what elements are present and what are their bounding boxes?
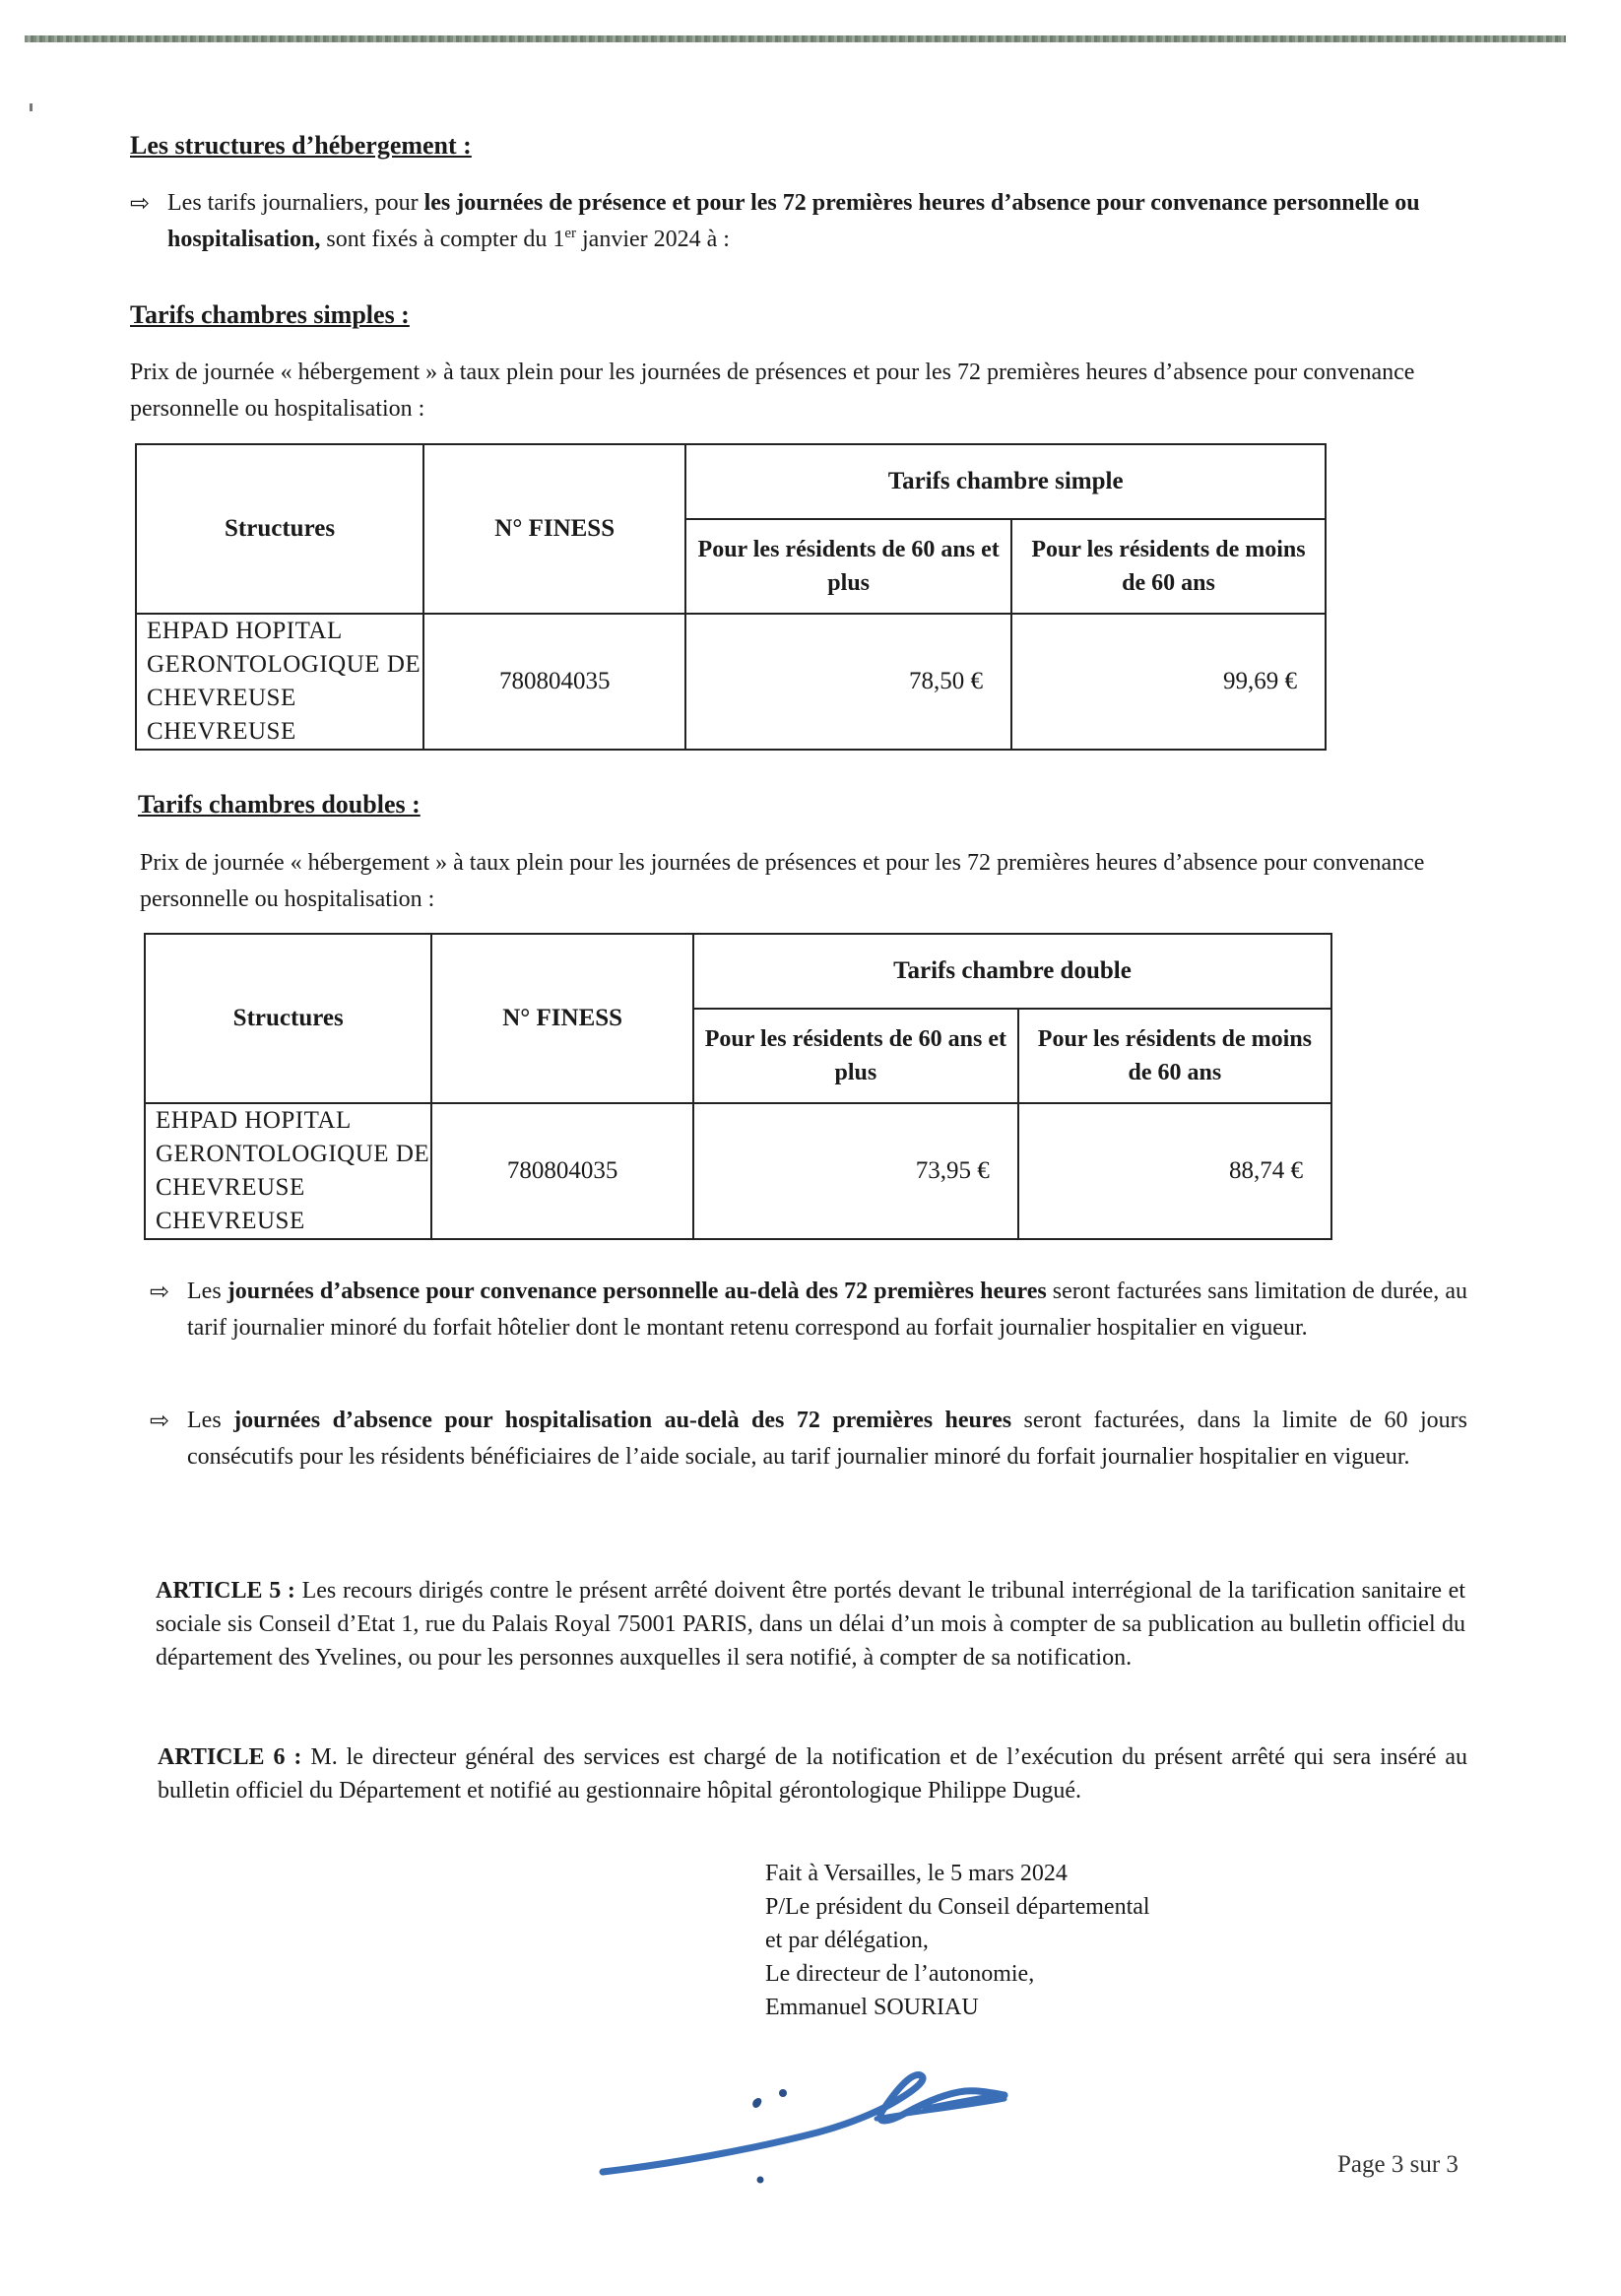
scan-top-border <box>25 35 1566 42</box>
simple-col-finess: N° FINESS <box>423 444 685 614</box>
handwritten-signature <box>581 2054 1034 2201</box>
signature-line: P/Le président du Conseil départemental <box>765 1894 1150 1920</box>
intro-text-3: janvier 2024 à : <box>576 227 730 252</box>
double-row-finess: 780804035 <box>431 1103 693 1239</box>
arrow-right-icon: ⇨ <box>150 1407 170 1434</box>
intro-bullet <box>130 185 1467 258</box>
section-heading: Les structures d’hébergement : <box>130 131 472 160</box>
simple-col-moins-60: Pour les résidents de moins de 60 ans <box>1011 519 1326 614</box>
absence-convenance-bold: journées d’absence pour convenance personnelle au-delà des 72 premières heures <box>227 1279 1047 1304</box>
simple-row-finess: 780804035 <box>423 614 685 750</box>
structure-line: GERONTOLOGIQUE DE <box>147 651 421 678</box>
simple-col-60-plus: Pour les résidents de 60 ans et plus <box>685 519 1011 614</box>
simple-col-structures: Structures <box>136 444 423 614</box>
absence-hospitalisation-text-1: Les <box>187 1408 234 1433</box>
intro-text-bold: les journées de présence et pour les 72 premières heures d’absence pour convenance personnelle ou hospitalisation, <box>167 190 1420 252</box>
page-number: Page 3 sur 3 <box>1337 2151 1459 2178</box>
signature-line: et par délégation, <box>765 1928 929 1953</box>
article-5-text: Les recours dirigés contre le présent arrêté doivent être portés devant le tribunal interrégional de la tarification sanitaire et sociale sis Conseil d’Etat 1, rue du Palais Royal 75001 PARIS, dans un délai d’un mois à compter de sa publication au bulletin officiel du département des Yvelines, ou pour les personnes auxquelles il sera notifié, à compter de sa notification. <box>156 1578 1465 1671</box>
absence-hospitalisation-bullet <box>150 1403 1468 1476</box>
structure-line: CHEVREUSE <box>156 1174 305 1201</box>
article-6-text: M. le directeur général des services est chargé de la notification et de l’exécution du présent arrêté qui sera inséré au bulletin officiel du Département et notifié au gestionnaire hôpital gérontologique Philippe Dugué. <box>158 1744 1467 1804</box>
article-5-label: ARTICLE 5 : <box>156 1578 295 1604</box>
signature-block <box>765 1857 1150 2024</box>
arrow-right-icon: ⇨ <box>130 189 151 217</box>
structure-line: CHEVREUSE <box>156 1208 305 1234</box>
double-tarif-table <box>144 933 1332 1240</box>
intro-text-1: Les tarifs journaliers, pour <box>167 190 424 216</box>
signatory-name: Emmanuel SOURIAU <box>765 1995 979 2020</box>
double-col-finess: N° FINESS <box>431 934 693 1103</box>
article-6-label: ARTICLE 6 : <box>158 1744 302 1770</box>
double-col-60-plus: Pour les résidents de 60 ans et plus <box>693 1009 1018 1103</box>
simple-row-tarif-moins-60: 99,69 € <box>1011 614 1326 750</box>
double-col-moins-60: Pour les résidents de moins de 60 ans <box>1018 1009 1331 1103</box>
absence-hospitalisation-bold: journées d’absence pour hospitalisation au-delà des 72 premières heures <box>233 1408 1012 1433</box>
double-description: Prix de journée « hébergement » à taux plein pour les journées de présences et pour les 72 premières heures d’absence pour convenance personnelle ou hospitalisation : <box>140 850 1425 912</box>
article-5 <box>156 1574 1465 1674</box>
simple-description: Prix de journée « hébergement » à taux plein pour les journées de présences et pour les 72 premières heures d’absence pour convenance personnelle ou hospitalisation : <box>130 360 1415 422</box>
signature-place-date: Fait à Versailles, le 5 mars 2024 <box>765 1861 1068 1886</box>
simple-tarif-table <box>135 443 1327 751</box>
structure-line: GERONTOLOGIQUE DE <box>156 1141 430 1167</box>
structure-line: CHEVREUSE <box>147 718 296 745</box>
intro-text-2: sont fixés à compter du 1 <box>320 227 565 252</box>
article-6 <box>158 1740 1467 1807</box>
simple-heading: Tarifs chambres simples : <box>130 300 410 329</box>
double-col-structures: Structures <box>145 934 431 1103</box>
signature-line: Le directeur de l’autonomie, <box>765 1961 1035 1987</box>
structure-line: CHEVREUSE <box>147 685 296 711</box>
scan-speck <box>30 103 32 111</box>
intro-sup: er <box>564 226 576 241</box>
double-row-tarif-60-plus: 73,95 € <box>693 1103 1018 1239</box>
double-row-structure <box>145 1103 431 1239</box>
absence-convenance-bullet <box>150 1274 1468 1346</box>
structure-line: EHPAD HOPITAL <box>147 618 343 644</box>
absence-hospitalisation-text-2: seront facturées, dans la limite de 60 jours consécutifs pour les résidents bénéficiaires de l’aide sociale, au tarif journalier minoré du forfait journalier hospitalier en vigueur. <box>187 1408 1468 1470</box>
simple-row-structure <box>136 614 423 750</box>
arrow-right-icon: ⇨ <box>150 1278 170 1305</box>
absence-convenance-text-1: Les <box>187 1279 227 1304</box>
simple-row-tarif-60-plus: 78,50 € <box>685 614 1011 750</box>
simple-col-group: Tarifs chambre simple <box>685 444 1326 519</box>
double-col-group: Tarifs chambre double <box>693 934 1331 1009</box>
absence-convenance-text-2: seront facturées sans limitation de durée, au tarif journalier minoré du forfait hôtelier dont le montant retenu correspond au forfait journalier hospitalier en vigueur. <box>187 1279 1468 1341</box>
structure-line: EHPAD HOPITAL <box>156 1107 352 1134</box>
double-heading: Tarifs chambres doubles : <box>138 790 421 819</box>
double-row-tarif-moins-60: 88,74 € <box>1018 1103 1331 1239</box>
